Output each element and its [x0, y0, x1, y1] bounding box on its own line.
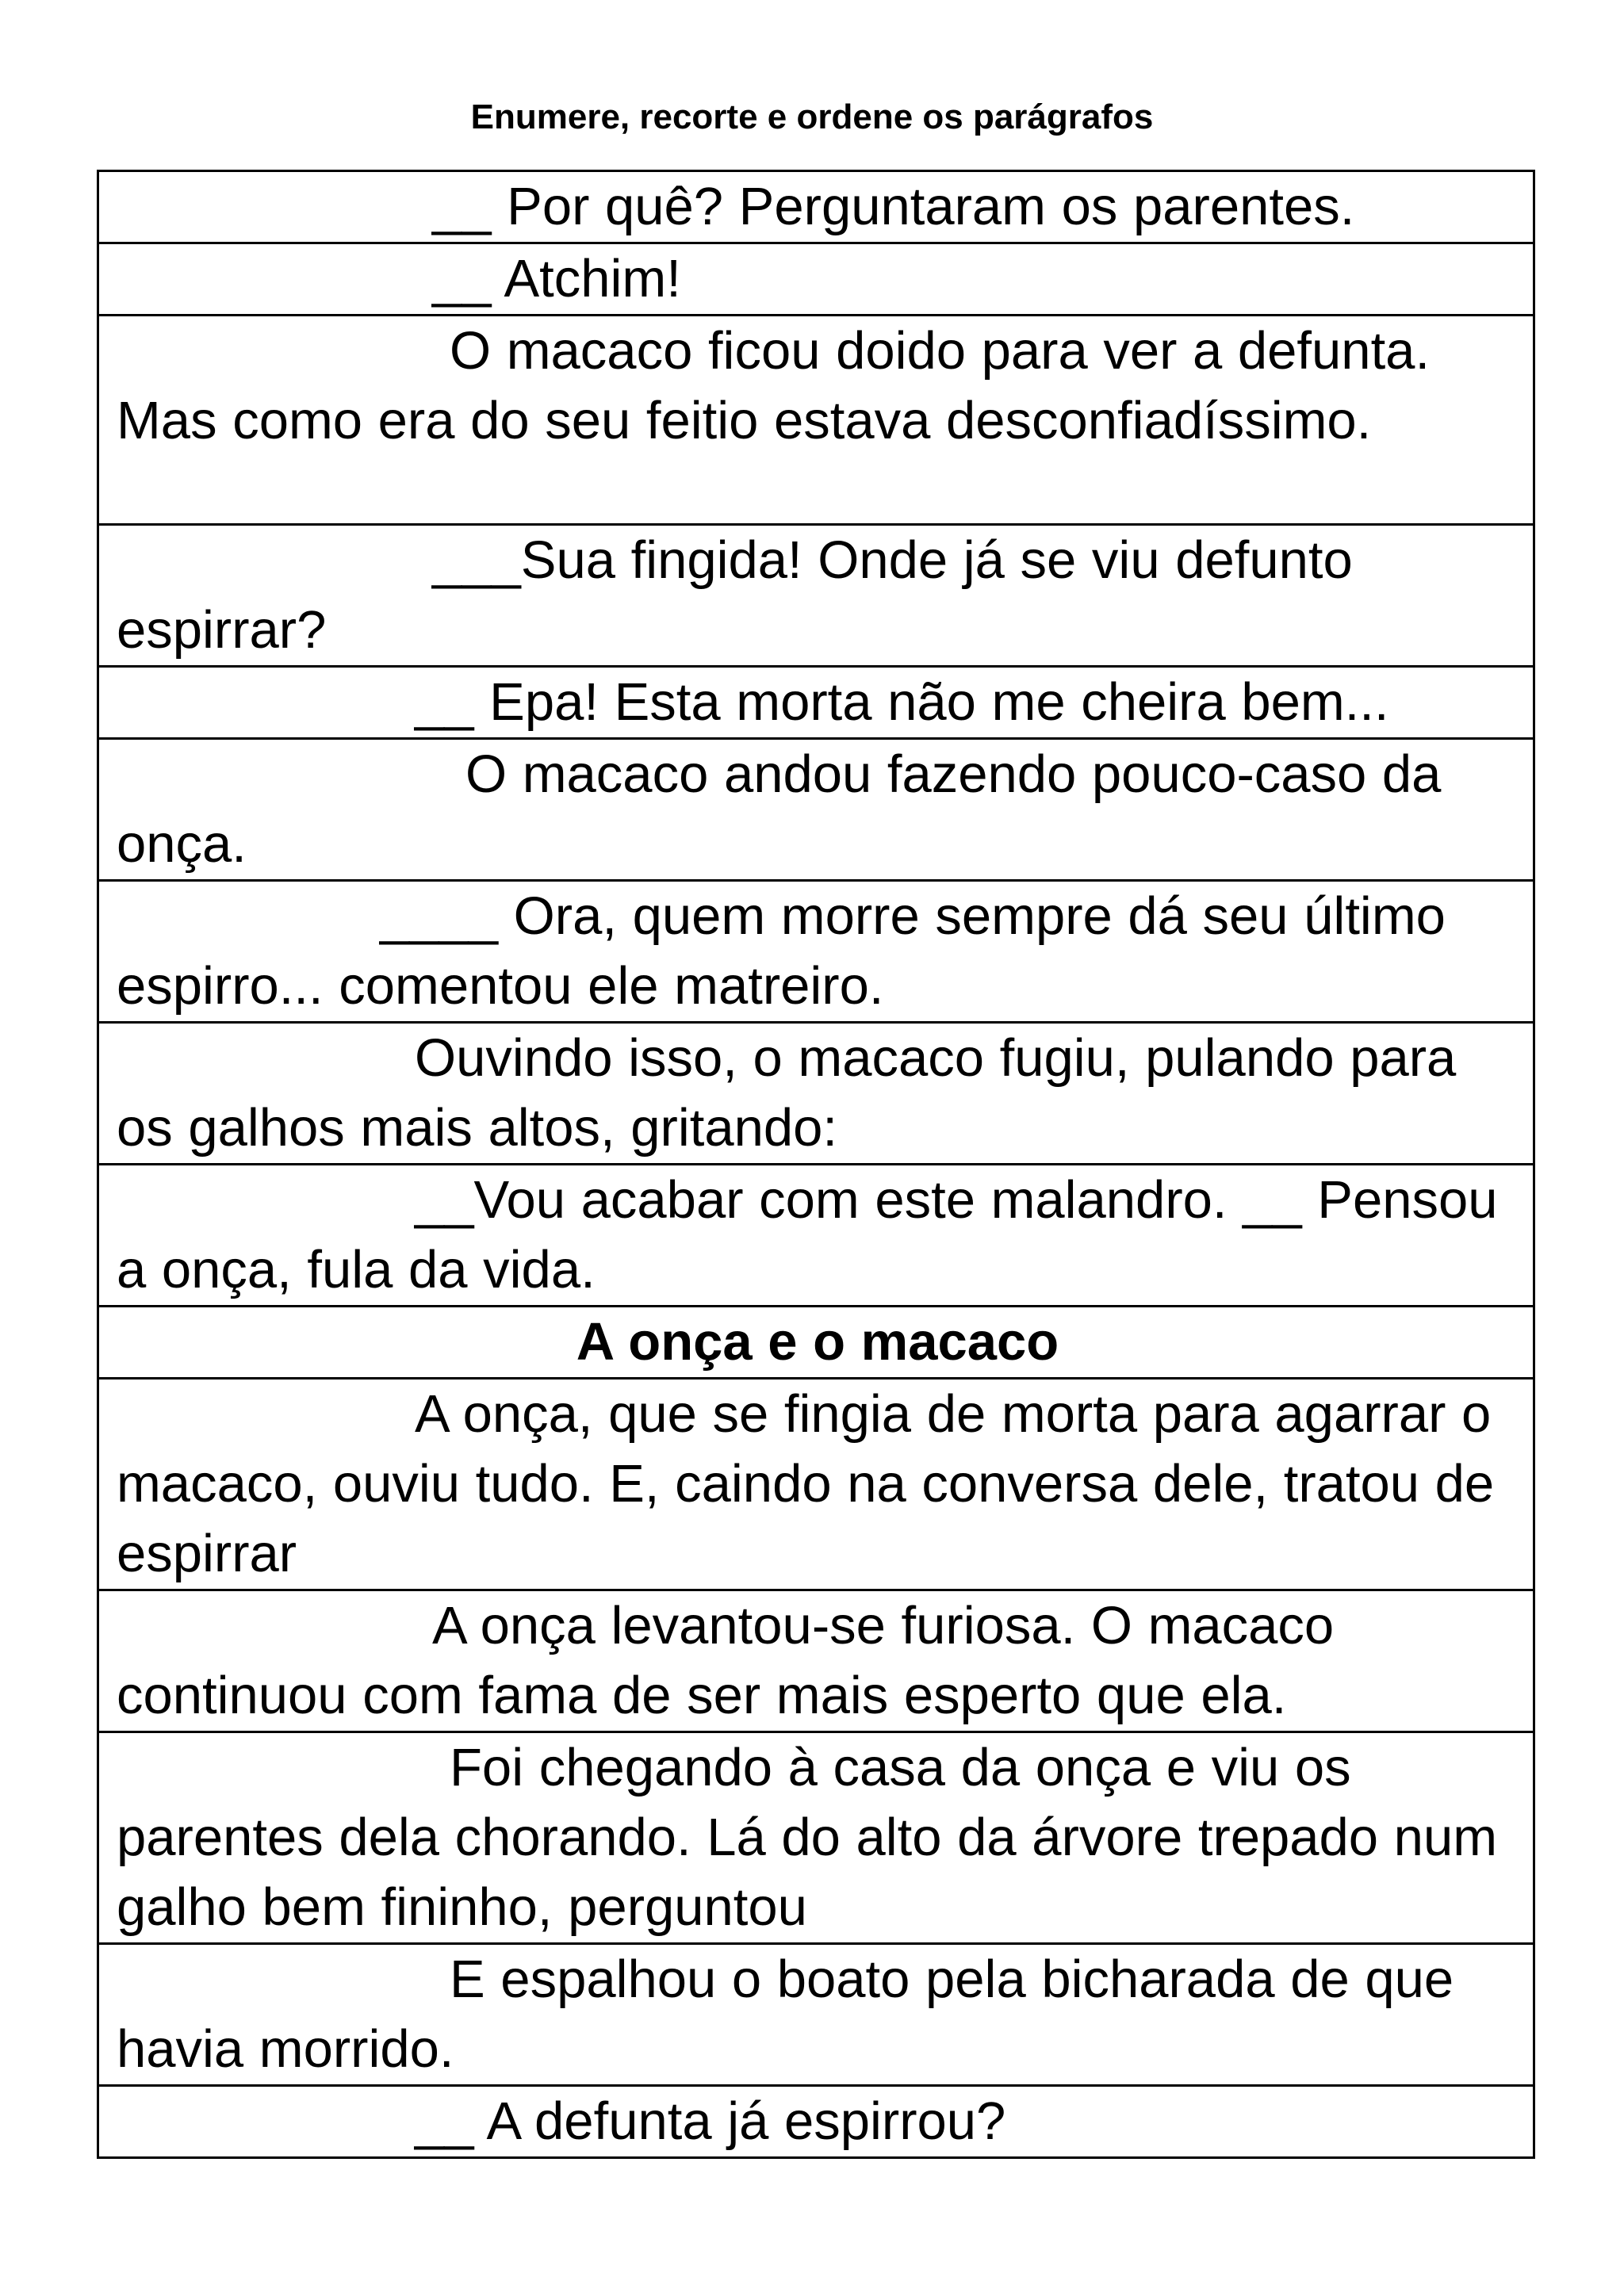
- table-row: [98, 525, 1534, 667]
- paragraph-cell: [98, 1379, 1534, 1590]
- table-row: [98, 2086, 1534, 2158]
- story-title: A onça e o macaco: [576, 1312, 1059, 1372]
- paragraph-text: __ Epa! Esta morta não me cheira bem...: [415, 672, 1389, 732]
- page-title: Enumere, recorte e ordene os parágrafos: [470, 98, 1154, 136]
- paragraph-cell: [98, 1944, 1534, 2086]
- table-row: [98, 1944, 1534, 2086]
- table-row: [98, 667, 1534, 739]
- table-row: [98, 1307, 1534, 1379]
- paragraph-cell: [98, 739, 1534, 881]
- paragraph-cell: [98, 525, 1534, 667]
- paragraph-cell: [98, 1165, 1534, 1307]
- paragraph-text: ____ Ora, quem morre sempre dá seu último espirro... comentou ele matreiro.: [117, 886, 1446, 1016]
- paragraph-cell: [98, 667, 1534, 739]
- paragraph-text: ___Sua fingida! Onde já se viu defunto espirrar?: [117, 530, 1353, 660]
- paragraph-cell: [98, 1732, 1534, 1944]
- paragraph-text: __Vou acabar com este malandro. __ Pensou a onça, fula da vida.: [117, 1170, 1498, 1299]
- table-row: [98, 1165, 1534, 1307]
- paragraph-text: __ Atchim!: [432, 249, 681, 308]
- paragraph-cell: [98, 1023, 1534, 1165]
- table-row: [98, 171, 1534, 243]
- paragraph-cell: [98, 881, 1534, 1023]
- table-row: [98, 316, 1534, 525]
- paragraph-text: Foi chegando à casa da onça e viu os parentes dela chorando. Lá do alto da árvore trepado num galho bem fininho, perguntou: [117, 1738, 1498, 1937]
- table-row: [98, 243, 1534, 316]
- paragraph-table: [97, 170, 1535, 2159]
- paragraph-text: A onça, que se fingia de morta para agarrar o macaco, ouviu tudo. E, caindo na conversa dele, tratou de espirrar: [117, 1384, 1495, 1583]
- paragraph-text: __ A defunta já espirrou?: [415, 2091, 1006, 2151]
- table-row: [98, 1023, 1534, 1165]
- paragraph-text: E espalhou o boato pela bicharada de que havia morrido.: [117, 1950, 1454, 2079]
- paragraph-cell: [98, 2086, 1534, 2158]
- paragraph-text: A onça levantou-se furiosa. O macaco continuou com fama de ser mais esperto que ela.: [117, 1596, 1335, 1725]
- story-title-cell: [98, 1307, 1534, 1379]
- paragraph-cell: [98, 316, 1534, 525]
- table-row: [98, 1379, 1534, 1590]
- paragraph-cell: [98, 171, 1534, 243]
- table-row: [98, 1732, 1534, 1944]
- paragraph-text: Ouvindo isso, o macaco fugiu, pulando para os galhos mais altos, gritando:: [117, 1028, 1457, 1158]
- paragraph-text: O macaco andou fazendo pouco-caso da onça.: [117, 744, 1442, 874]
- table-row: [98, 881, 1534, 1023]
- paragraph-text: __ Por quê? Perguntaram os parentes.: [432, 177, 1355, 236]
- table-row: [98, 739, 1534, 881]
- paragraph-cell: [98, 1590, 1534, 1732]
- paragraph-text: O macaco ficou doido para ver a defunta. Mas como era do seu feitio estava desconfiadíssimo.: [117, 321, 1431, 450]
- table-row: [98, 1590, 1534, 1732]
- paragraph-cell: [98, 243, 1534, 316]
